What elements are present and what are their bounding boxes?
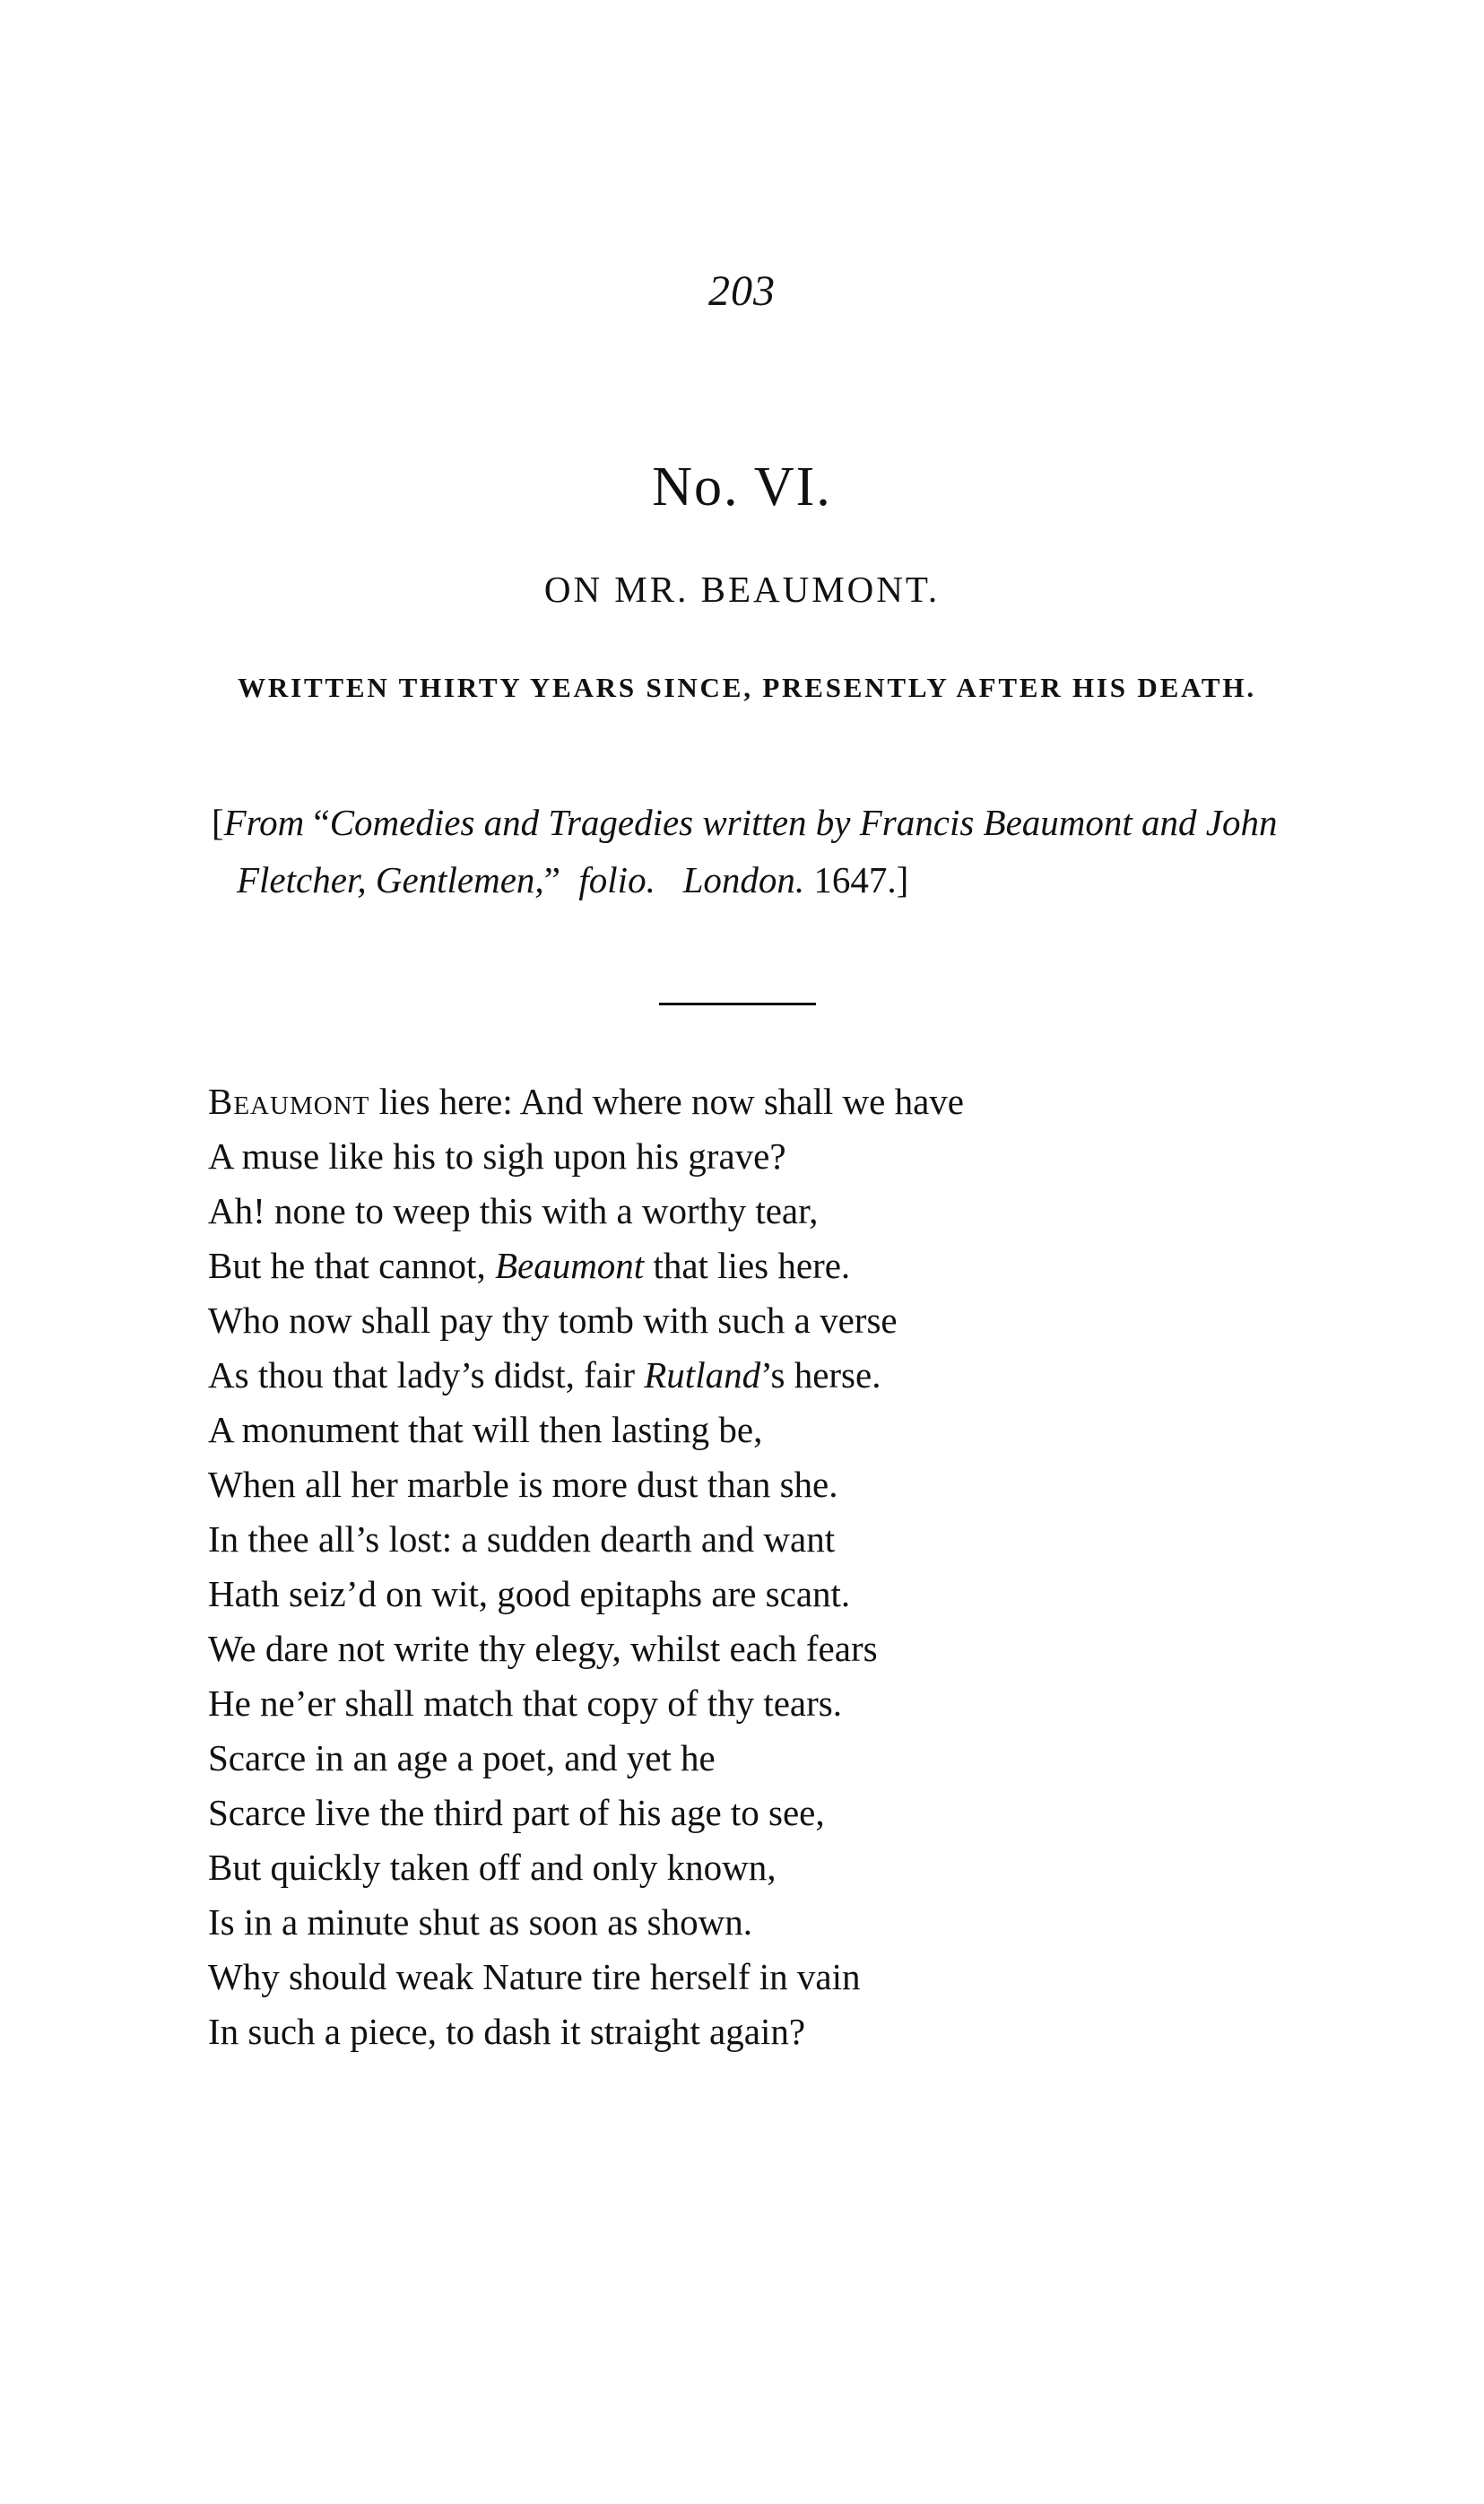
source-note-open: [	[212, 802, 224, 843]
poem-line-text: that lies here.	[644, 1245, 851, 1286]
poem-line: Is in a minute shut as soon as shown.	[208, 1901, 752, 1943]
source-note-quote-close: ”	[543, 859, 560, 900]
poem-line	[208, 1348, 1239, 1403]
poem-line: Who now shall pay thy tomb with such a verse	[208, 1300, 898, 1341]
poem-line: In thee all’s lost: a sudden dearth and want	[208, 1518, 836, 1560]
poem-body	[208, 1074, 1239, 2059]
poem-first-word: Beaumont	[208, 1081, 370, 1122]
poem-line: Hath seiz’d on wit, good epitaphs are scant.	[208, 1573, 851, 1614]
poem-line-text: ’s herse.	[760, 1354, 881, 1395]
poem-line	[208, 1239, 1239, 1293]
source-note-work: Comedies and Tragedies written by Francis Beaumont and John Fletcher, Gentlemen,	[237, 802, 1278, 900]
source-note-from: From	[223, 802, 305, 843]
source-note-place: London.	[682, 859, 805, 900]
poem-line	[208, 1074, 1239, 1129]
section-number: No. VI.	[652, 456, 832, 517]
poem-line: Scarce in an age a poet, and yet he	[208, 1737, 716, 1778]
poem-line: Ah! none to weep this with a worthy tear,	[208, 1190, 819, 1231]
source-note	[212, 794, 1280, 909]
poem-line: But quickly taken off and only known,	[208, 1847, 777, 1888]
page-number: 203	[708, 267, 776, 315]
poem-line: He ne’er shall match that copy of thy tears.	[208, 1682, 842, 1724]
source-note-quote-open: “	[313, 802, 330, 843]
poem-line-text: As thou that lady’s didst, fair	[208, 1354, 645, 1395]
poem-line: A muse like his to sigh upon his grave?	[208, 1135, 786, 1177]
poem-subtitle: WRITTEN THIRTY YEARS SINCE, PRESENTLY AFTER HIS DEATH.	[238, 672, 1256, 703]
poem-line-text: lies here: And where now shall we have	[369, 1081, 964, 1122]
source-note-format: folio.	[578, 859, 655, 900]
poem-line: Why should weak Nature tire herself in vain	[208, 1956, 861, 1997]
poem-line: We dare not write thy elegy, whilst each fears	[208, 1628, 878, 1669]
poem-line-text: But he that cannot,	[208, 1245, 495, 1286]
poem-line: In such a piece, to dash it straight again?	[208, 2011, 806, 2052]
section-divider	[659, 1003, 816, 1005]
poem-name-beaumont: Beaumont	[494, 1245, 645, 1286]
poem-line: When all her marble is more dust than she.	[208, 1464, 838, 1505]
source-note-year: 1647.]	[813, 859, 909, 900]
poem-line: Scarce live the third part of his age to see,	[208, 1792, 825, 1833]
poem-name-rutland: Rutland	[644, 1354, 761, 1395]
poem-title: ON MR. BEAUMONT.	[543, 569, 941, 610]
poem-line: A monument that will then lasting be,	[208, 1409, 763, 1450]
